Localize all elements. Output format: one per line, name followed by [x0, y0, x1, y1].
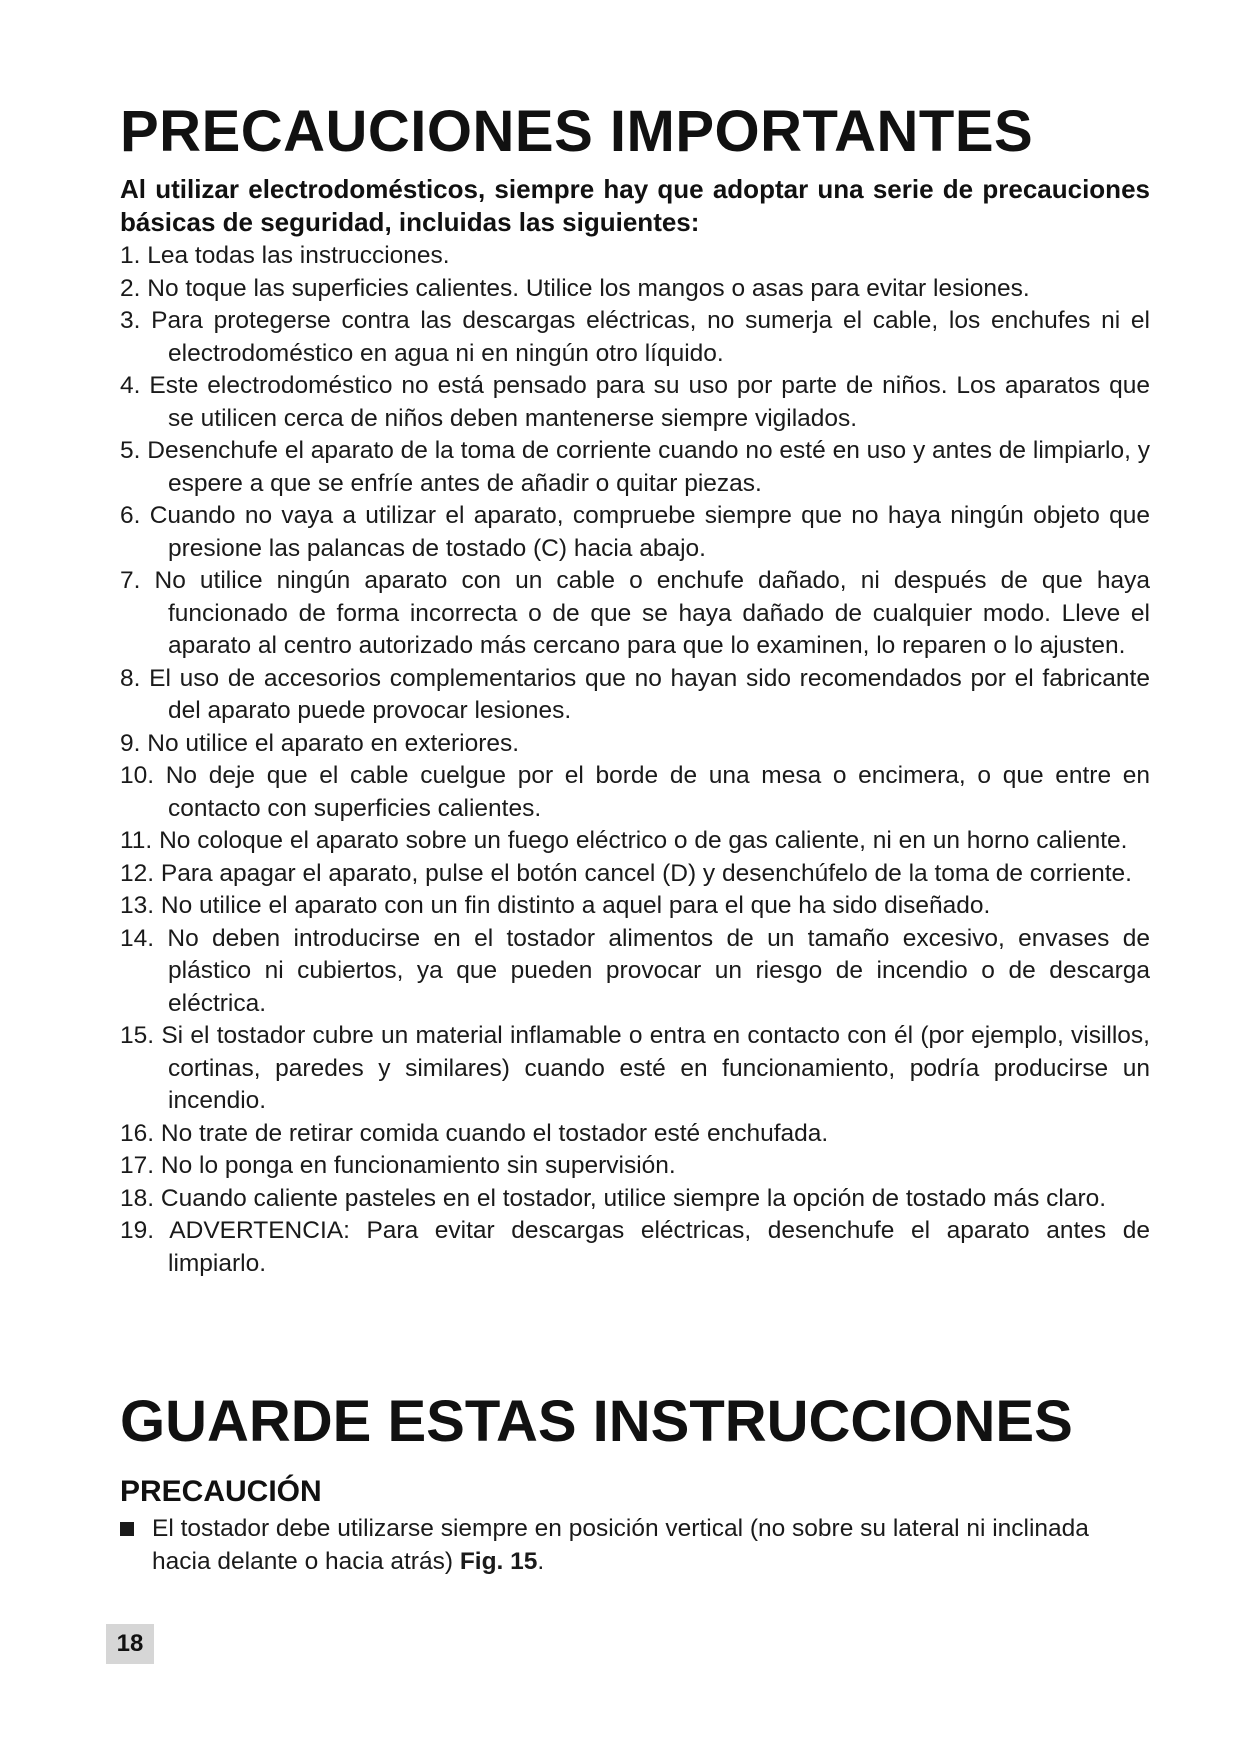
- item-number: 1.: [120, 242, 141, 269]
- item-text: No deje que el cable cuelgue por el borde de una mesa o encimera, o que entre en contacto con superficies calientes.: [165, 762, 1150, 822]
- list-item: [120, 273, 1150, 306]
- caution-bullet: [120, 1512, 1150, 1578]
- item-text: Cuando caliente pasteles en el tostador, utilice siempre la opción de tostado más claro.: [160, 1184, 1107, 1212]
- caution-suffix: .: [537, 1548, 545, 1575]
- item-number: 12.: [120, 859, 155, 887]
- caution-subheading: PRECAUCIÓN: [120, 1475, 322, 1508]
- list-item: [120, 1150, 1150, 1183]
- item-number: 17.: [120, 1152, 155, 1179]
- item-number: 3.: [120, 307, 141, 334]
- item-number: 9.: [120, 729, 141, 757]
- item-text: No coloque el aparato sobre un fuego eléctrico o de gas caliente, ni en un horno caliente.: [159, 827, 1128, 854]
- item-text: No utilice el aparato con un fin distinto a aquel para el que ha sido diseñado.: [160, 892, 991, 919]
- square-bullet-icon: [120, 1522, 134, 1536]
- intro-text: Al utilizar electrodomésticos, siempre hay que adoptar una serie de precauciones básicas de seguridad, incluidas las siguientes:: [120, 174, 1150, 237]
- item-number: 18.: [120, 1184, 155, 1212]
- item-text: Para apagar el aparato, pulse el botón cancel (D) y desenchúfelo de la toma de corriente.: [160, 859, 1132, 887]
- item-text: No lo ponga en funcionamiento sin supervisión.: [160, 1152, 676, 1179]
- list-item: [120, 305, 1150, 370]
- item-text: Lea todas las instrucciones.: [147, 242, 450, 269]
- page-title: PRECAUCIONES IMPORTANTES: [120, 99, 1034, 164]
- list-item: [120, 1183, 1150, 1216]
- item-number: 8.: [120, 664, 141, 692]
- item-number: 13.: [120, 892, 155, 919]
- item-number: 15.: [120, 1022, 155, 1049]
- save-instructions-heading: GUARDE ESTAS INSTRUCCIONES: [120, 1389, 1073, 1454]
- item-number: 10.: [120, 762, 155, 789]
- list-item: [120, 565, 1150, 663]
- list-item: [120, 728, 1150, 761]
- list-item: [120, 1020, 1150, 1118]
- list-item: [120, 240, 1150, 273]
- list-item: [120, 760, 1150, 825]
- item-text: El uso de accesorios complementarios que no hayan sido recomendados por el fabricante del aparato puede provocar lesiones.: [149, 664, 1150, 724]
- list-item: [120, 435, 1150, 500]
- list-item: [120, 663, 1150, 728]
- item-text: Si el tostador cubre un material inflamable o entra en contacto con él (por ejemplo, visillos, cortinas, paredes y similares) cuando esté en funcionamiento, podría producirse un incendio.: [161, 1022, 1150, 1114]
- caution-text: [152, 1512, 1150, 1578]
- item-number: 7.: [120, 567, 141, 594]
- item-text: Este electrodoméstico no está pensado para su uso por parte de niños. Los aparatos que se utilicen cerca de niños deben mantenerse siempre vigilados.: [149, 372, 1150, 432]
- list-item: [120, 825, 1150, 858]
- figure-reference: Fig. 15: [459, 1548, 538, 1575]
- item-text: Para protegerse contra las descargas eléctricas, no sumerja el cable, los enchufes ni el electrodoméstico en agua ni en ningún otro líquido.: [151, 307, 1150, 367]
- item-number: 11.: [120, 827, 153, 854]
- list-item: [120, 500, 1150, 565]
- item-text: No deben introducirse en el tostador alimentos de un tamaño excesivo, envases de plástico ni cubiertos, ya que pueden provocar un riesgo de incendio o de descarga eléctrica.: [167, 924, 1151, 1017]
- item-number: 16.: [120, 1119, 155, 1147]
- list-item: [120, 1215, 1150, 1280]
- caution-body: El tostador debe utilizarse siempre en posición vertical (no sobre su lateral ni inclinada hacia delante o hacia atrás): [152, 1515, 1089, 1575]
- list-item: [120, 370, 1150, 435]
- list-item: [120, 923, 1150, 1021]
- item-text: No trate de retirar comida cuando el tostador esté enchufada.: [160, 1119, 829, 1147]
- item-text: No utilice ningún aparato con un cable o enchufe dañado, ni después de que haya funcionado de forma incorrecta o de que se haya dañado de cualquier modo. Lleve el aparato al centro autorizado más cercano para que lo examinen, lo reparen o lo ajusten.: [154, 567, 1150, 659]
- item-number: 19.: [120, 1217, 155, 1244]
- item-number: 14.: [120, 924, 155, 952]
- item-number: 4.: [120, 372, 141, 399]
- item-text: No utilice el aparato en exteriores.: [147, 729, 520, 757]
- item-text: Cuando no vaya a utilizar el aparato, compruebe siempre que no haya ningún objeto que presione las palancas de tostado (C) hacia abajo.: [149, 502, 1150, 562]
- item-text: Desenchufe el aparato de la toma de corriente cuando no esté en uso y antes de limpiarlo, y espere a que se enfríe antes de añadir o quitar piezas.: [147, 437, 1150, 497]
- item-text: ADVERTENCIA: Para evitar descargas eléctricas, desenchufe el aparato antes de limpiarlo.: [168, 1217, 1150, 1277]
- item-text: No toque las superficies calientes. Utilice los mangos o asas para evitar lesiones.: [147, 274, 1030, 302]
- item-number: 2.: [120, 274, 141, 302]
- list-item: [120, 1118, 1150, 1151]
- page-number: 18: [106, 1624, 154, 1664]
- list-item: [120, 858, 1150, 891]
- item-number: 5.: [120, 437, 141, 464]
- precautions-list: [120, 240, 1150, 1280]
- list-item: [120, 890, 1150, 923]
- item-number: 6.: [120, 502, 141, 529]
